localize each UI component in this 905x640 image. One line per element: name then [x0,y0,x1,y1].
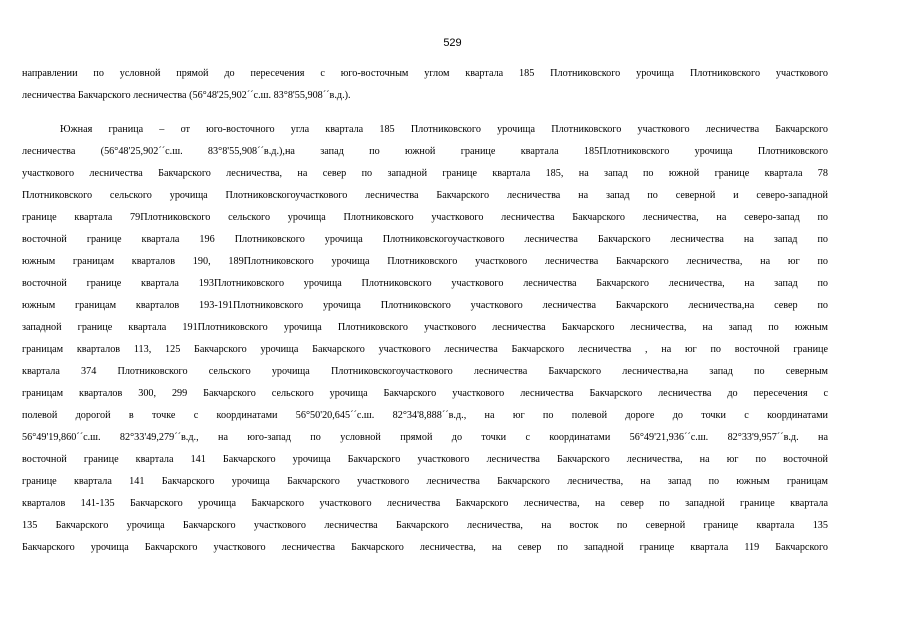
text-line: кварталов 141-135 Бакчарского урочища Бакчарского участкового лесничества Бакчарского лесничества, на север по западной границе квартала [22,498,828,509]
text-line: границам кварталов 300, 299 Бакчарского сельского урочища Бакчарского участкового лесничества Бакчарского лесничества до пересечения с [22,388,828,399]
text-line: границе квартала 79Плотниковского сельского урочища Плотниковского участкового лесничества Бакчарского лесничества, на северо-запад по [22,212,828,223]
text-line: восточной границе квартала 141 Бакчарского урочища Бакчарского участкового лесничества Бакчарского лесничества, на юг по восточной [22,454,828,465]
text-line: южным границам кварталов 190, 189Плотниковского урочища Плотниковского участкового лесничества Бакчарского лесничества, на юг по [22,256,828,267]
text-line: Южная граница – от юго-восточного угла квартала 185 Плотниковского урочища Плотниковского участкового лесничества Бакчарского [60,124,828,135]
text-line: лесничества (56°48'25,902´´с.ш. 83°8'55,908´´в.д.),на запад по южной границе квартала 185Плотниковского урочища Плотниковского [22,146,828,157]
text-line: лесничества Бакчарского лесничества (56°48'25,902´´с.ш. 83°8'55,908´´в.д.). [22,90,351,101]
text-line: квартала 374 Плотниковского сельского урочища Плотниковскогоучасткового лесничества Бакчарского лесничества,на запад по северным [22,366,828,377]
text-line: 56°49'19,860´´с.ш. 82°33'49,279´´в.д., на юго-запад по условной прямой до точки с координатами 56°49'21,936´´с.ш. 82°33'9,957´´в.д. на [22,432,828,443]
text-line: участкового лесничества Бакчарского лесничества, на север по западной границе квартала 185, на запад по южной границе квартала 78 [22,168,828,179]
text-line: направлении по условной прямой до пересечения с юго-восточным углом квартала 185 Плотниковского урочища Плотниковского участкового [22,68,828,79]
text-line: южным границам кварталов 193-191Плотниковского урочища Плотниковского участкового лесничества Бакчарского лесничества,на север по [22,300,828,311]
text-line: восточной границе квартала 193Плотниковского урочища Плотниковского участкового лесничества Бакчарского лесничества, на запад по [22,278,828,289]
text-line: Бакчарского урочища Бакчарского участкового лесничества Бакчарского лесничества, на север по западной границе квартала 119 Бакчарского [22,542,828,553]
text-line: восточной границе квартала 196 Плотниковского урочища Плотниковскогоучасткового лесничества Бакчарского лесничества на запад по [22,234,828,245]
text-line: 135 Бакчарского урочища Бакчарского участкового лесничества Бакчарского лесничества, на восток по северной границе квартала 135 [22,520,828,531]
page-number: 529 [443,37,462,49]
text-line: полевой дорогой в точке с координатами 56°50'20,645´´с.ш. 82°34'8,888´´в.д., на юг по полевой дороге до точки с координатами [22,410,828,421]
paragraph-southern-border [22,119,828,559]
paragraph-continuation [22,63,828,107]
text-line: Плотниковского сельского урочища Плотниковскогоучасткового лесничества Бакчарского лесничества на запад по северной и северо-западной [22,190,828,201]
text-line: западной границе квартала 191Плотниковского урочища Плотниковского участкового лесничества Бакчарского лесничества, на запад по южным [22,322,828,333]
text-line: границе квартала 141 Бакчарского урочища Бакчарского участкового лесничества Бакчарского лесничества, на запад по южным границам [22,476,828,487]
text-line: границам кварталов 113, 125 Бакчарского урочища Бакчарского участкового лесничества Бакчарского лесничества , на юг по восточной границе [22,344,828,355]
